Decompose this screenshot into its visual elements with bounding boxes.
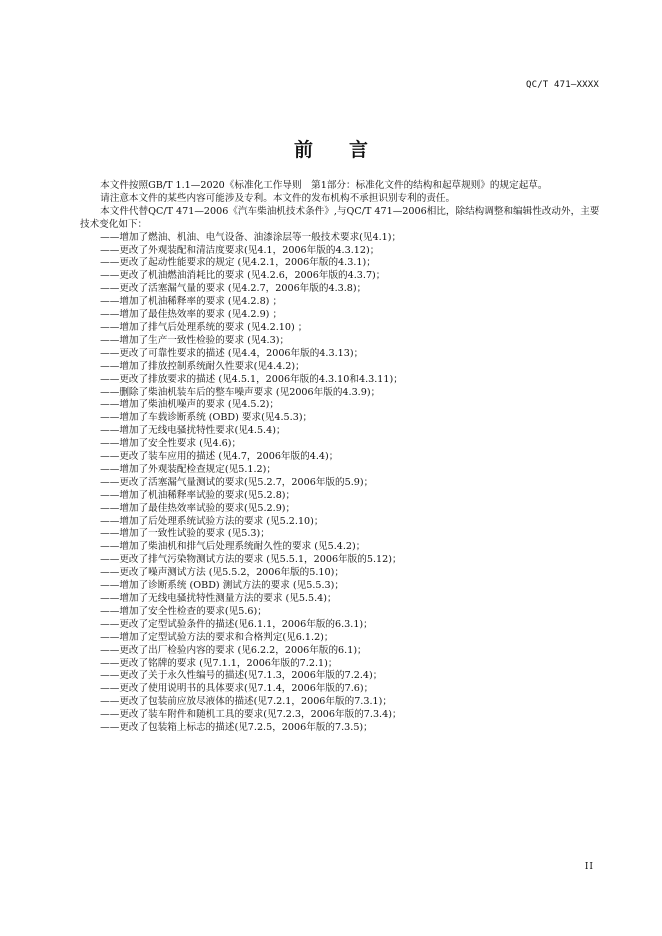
change-item: ——增加了一致性试验的要求 (见5.3)； bbox=[100, 528, 270, 540]
change-item: ——增加了机油稀释率试验的要求(见5.2.8)； bbox=[100, 489, 296, 501]
change-item: ——更改了排放要求的描述 (见4.5.1，2006年版的4.3.10和4.3.11)； bbox=[100, 373, 403, 385]
paragraph: 请注意本文件的某些内容可能涉及专利。本文件的发布机构不承担识别专利的责任。 bbox=[100, 192, 456, 204]
paragraph: 本文件代替QC/T 471—2006《汽车柴油机技术条件》,与QC/T 471—2006相比，除结构调整和编辑性改动外，主要技术变化如下： bbox=[80, 205, 600, 230]
change-item: ——增加了柴油机和排气后处理系统耐久性的要求 (见5.4.2)； bbox=[100, 541, 366, 553]
changes-list bbox=[80, 232, 600, 735]
paragraph: 本文件按照GB/T 1.1—2020《标准化工作导则 第1部分：标准化文件的结构和起草规则》的规定起草。 bbox=[100, 180, 548, 191]
change-item: ——增加了机油稀释率的要求 (见4.2.8) ； bbox=[100, 296, 283, 308]
change-item: ——更改了排气污染物测试方法的要求 (见5.5.1，2006年版的5.12)； bbox=[100, 554, 402, 566]
change-item: ——增加了定型试验方法的要求和合格判定(见6.1.2)； bbox=[100, 631, 334, 643]
change-item: ——增加了排放控制系统耐久性要求(见4.4.2)； bbox=[100, 360, 305, 372]
change-item: ——增加了诊断系统 (OBD) 测试方法的要求 (见5.5.3)； bbox=[100, 580, 344, 592]
change-item: ——增加了后处理系统试验方法的要求 (见5.2.10)； bbox=[100, 515, 324, 527]
document-code: QC/T 471—XXXX bbox=[525, 80, 599, 90]
change-item: ——更改了机油燃油消耗比的要求 (见4.2.6，2006年版的4.3.7)； bbox=[100, 270, 386, 282]
change-item: ——更改了铭牌的要求 (见7.1.1，2006年版的7.2.1)； bbox=[100, 657, 338, 669]
change-item: ——增加了最佳热效率的要求 (见4.2.9) ； bbox=[100, 309, 283, 321]
change-item: ——更改了噪声测试方法 (见5.5.2，2006年版的5.10)； bbox=[100, 567, 344, 579]
change-item: ——增加了安全性检查的要求(见5.6)； bbox=[100, 605, 267, 617]
page-title bbox=[0, 135, 662, 162]
title-char-2: 言 bbox=[349, 139, 369, 161]
change-item: ——增加了外观装配检查规定(见5.1.2)； bbox=[100, 463, 276, 475]
change-item: ——更改了装车应用的描述 (见4.7，2006年版的4.4)； bbox=[100, 451, 339, 463]
change-item: ——更改了起动性能要求的规定 (见4.2.1，2006年版的4.3.1)； bbox=[100, 257, 376, 269]
change-item: ——增加了安全性要求 (见4.6)； bbox=[100, 438, 242, 450]
change-item: ——增加了排气后处理系统的要求 (见4.2.10) ； bbox=[100, 321, 308, 333]
change-item: ——增加了燃油、机油、电气设备、油漆涂层等一般技术要求(见4.1)； bbox=[100, 231, 402, 243]
change-item: ——增加了车载诊断系统 (OBD) 要求(见4.5.3)； bbox=[100, 412, 313, 424]
change-item: ——更改了出厂检验内容的要求 (见6.2.2，2006年版的6.1)； bbox=[100, 644, 367, 656]
title-char-1: 前 bbox=[293, 139, 313, 161]
change-item: ——更改了活塞漏气量测试的要求(见5.2.7，2006年版的5.9)； bbox=[100, 476, 374, 488]
change-item: ——更改了使用说明书的具体要求(见7.1.4，2006年版的7.6)； bbox=[100, 683, 374, 695]
change-item: ——更改了可靠性要求的描述 (见4.4，2006年版的4.3.13)； bbox=[100, 347, 364, 359]
change-item: ——更改了包装前应放尽液体的描述(见7.2.1，2006年版的7.3.1)； bbox=[100, 696, 392, 708]
document-body bbox=[80, 180, 600, 735]
change-item: ——增加了无线电骚扰特性要求(见4.5.4)； bbox=[100, 425, 286, 437]
change-item: ——更改了外观装配和清洁度要求(见4.1，2006年版的4.3.12)； bbox=[100, 244, 380, 256]
change-item: ——更改了包装箱上标志的描述(见7.2.5，2006年版的7.3.5)； bbox=[100, 722, 373, 734]
change-item: ——增加了无线电骚扰特性测量方法的要求 (见5.5.4)； bbox=[100, 593, 337, 604]
change-item: ——更改了定型试验条件的描述(见6.1.1，2006年版的6.3.1)； bbox=[100, 618, 373, 630]
change-item: ——增加了最佳热效率试验的要求(见5.2.9)； bbox=[100, 502, 296, 514]
change-item: ——删除了柴油机装车后的整车噪声要求 (见2006年版的4.3.9)； bbox=[100, 386, 381, 398]
change-item: ——更改了关于永久性编号的描述(见7.1.3，2006年版的7.2.4)； bbox=[100, 670, 383, 682]
change-item: ——更改了装车附件和随机工具的要求(见7.2.3，2006年版的7.3.4)； bbox=[100, 709, 402, 721]
change-item: ——更改了活塞漏气量的要求 (见4.2.7，2006年版的4.3.8)； bbox=[100, 283, 367, 295]
change-item: ——增加了柴油机噪声的要求 (见4.5.2)； bbox=[100, 399, 280, 411]
change-item: ——增加了生产一致性检验的要求 (见4.3)； bbox=[100, 334, 290, 346]
page-number: II bbox=[584, 862, 594, 872]
